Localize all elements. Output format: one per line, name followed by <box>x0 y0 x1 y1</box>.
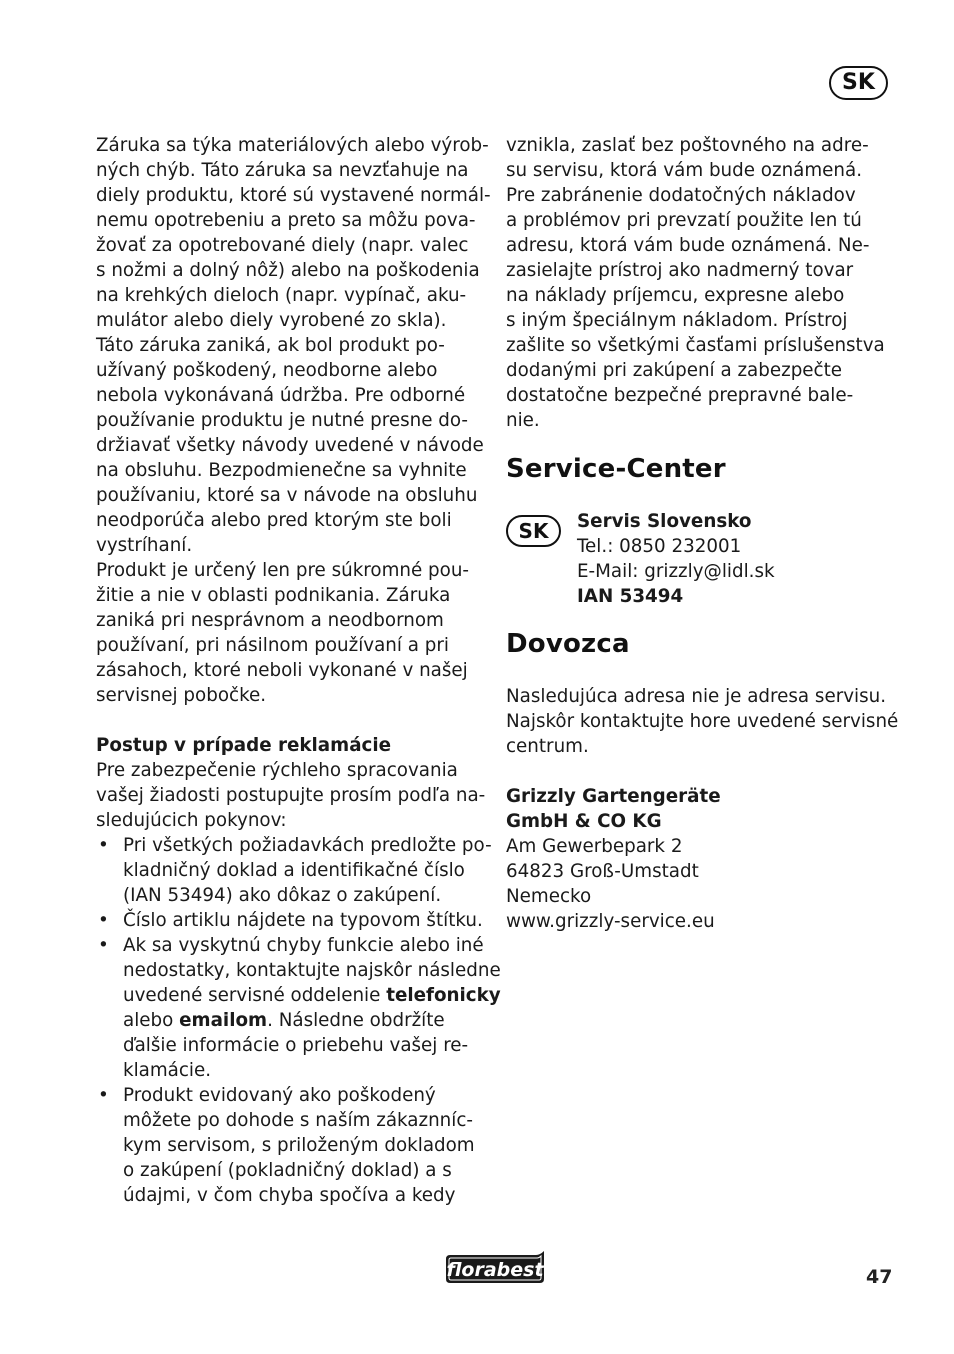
text-line: sledujúcich pokynov: <box>96 810 287 831</box>
text-line: diely produktu, ktoré sú vystavené normál- <box>96 185 491 206</box>
list-item <box>96 908 486 933</box>
claim-intro-paragraph <box>96 758 486 833</box>
text-line: vystríhaní. <box>96 535 193 556</box>
text-line: mulátor alebo diely vyrobené zo skla). <box>96 310 447 331</box>
service-country-badge: SK <box>506 515 561 547</box>
text-line: nemu opotrebeniu a preto sa môžu pova- <box>96 210 476 231</box>
text-line: zásahoch, ktoré neboli vykonané v našej <box>96 660 468 681</box>
bullet-icon: • <box>98 935 109 956</box>
text-line: Produkt je určený len pre súkromné pou- <box>96 560 470 581</box>
text-line: s iným špeciálnym nákladom. Prístroj <box>506 310 848 331</box>
text-line: na obsluhu. Bezpodmienečne sa vyhnite <box>96 460 467 481</box>
text-line: Záruka sa týka materiálových alebo výrob- <box>96 135 489 156</box>
claim-procedure-heading: Postup v prípade reklamácie <box>96 735 392 756</box>
text-line: zašlite so všetkými časťami príslušenstva <box>506 335 885 356</box>
text-line: a problémov pri prevzatí použite len tú <box>506 210 862 231</box>
service-contact-block <box>577 509 775 609</box>
text-line: zasielajte prístroj ako nadmerný tovar <box>506 260 854 281</box>
text-line: užívaný poškodený, neodborne alebo <box>96 360 438 381</box>
text-line: vznikla, zaslať bez poštovného na adre- <box>506 135 869 156</box>
text-line: dostatočne bezpečné prepravné bale- <box>506 385 854 406</box>
service-phone: Tel.: 0850 232001 <box>577 536 742 557</box>
text-line: na krehkých dieloch (napr. vypínač, aku- <box>96 285 467 306</box>
text-line: ných chýb. Táto záruka sa nevzťahuje na <box>96 160 469 181</box>
bullet-icon: • <box>98 1085 109 1106</box>
text-line: kladničný doklad a identifikačné číslo <box>123 860 465 881</box>
language-badge: SK <box>829 66 888 100</box>
website-link: www.grizzly-service.eu <box>506 911 715 932</box>
text-line: Nasledujúca adresa nie je adresa servisu. <box>506 686 887 707</box>
company-name: Grizzly Gartengeräte <box>506 786 721 807</box>
text-line: neodporúča alebo pred ktorým ste boli <box>96 510 452 531</box>
text-line <box>123 1008 486 1033</box>
warranty-void-paragraph <box>96 333 486 558</box>
page-number: 47 <box>866 1266 893 1288</box>
text-line: kym servisom, s priloženým dokladom <box>123 1135 475 1156</box>
text-fragment: uvedené servisné oddelenie <box>123 985 387 1006</box>
text-line: adresu, ktorá vám bude oznámená. Ne- <box>506 235 870 256</box>
text-fragment: . Následne obdržíte <box>267 1010 445 1031</box>
text-line: servisnej pobočke. <box>96 685 267 706</box>
florabest-logo <box>440 1249 550 1287</box>
text-line: Číslo artiklu nájdete na typovom štítku. <box>123 910 483 931</box>
address-street: Am Gewerbepark 2 <box>506 836 683 857</box>
text-line: Pre zabránenie dodatočných nákladov <box>506 185 856 206</box>
text-line: Ak sa vyskytnú chyby funkcie alebo iné <box>123 935 484 956</box>
text-line: žovať za opotrebované diely (napr. valec <box>96 235 469 256</box>
private-use-paragraph <box>96 558 486 708</box>
text-line: nie. <box>506 410 540 431</box>
text-line: Pri všetkých požiadavkách predložte po- <box>123 835 492 856</box>
text-line: používaniu, ktoré sa v návode na obsluhu <box>96 485 478 506</box>
right-column <box>506 133 896 433</box>
text-line: nebola vykonávaná údržba. Pre odborné <box>96 385 466 406</box>
text-line: Produkt evidovaný ako poškodený <box>123 1085 436 1106</box>
text-line: Najskôr kontaktujte hore uvedené servisné <box>506 711 899 732</box>
text-line: používaní, pri násilnom používaní a pri <box>96 635 449 656</box>
text-line: Táto záruka zaniká, ak bol produkt po- <box>96 335 445 356</box>
text-line: zaniká pri nesprávnom a neodbornom <box>96 610 444 631</box>
bullet-icon: • <box>98 835 109 856</box>
importer-heading: Dovozca <box>506 629 630 659</box>
company-legal-form: GmbH & CO KG <box>506 811 662 832</box>
claim-steps-list <box>96 833 501 1208</box>
text-fragment: alebo <box>123 1010 180 1031</box>
text-line: vašej žiadosti postupujte prosím podľa na- <box>96 785 486 806</box>
phone-emphasis: telefonicky <box>386 985 501 1006</box>
text-line: ďalšie informácie o priebehu vašej re- <box>123 1035 469 1056</box>
shipping-paragraph <box>506 133 896 433</box>
text-line: dodanými pri zakúpení a zabezpečte <box>506 360 843 381</box>
list-item <box>96 1083 486 1208</box>
list-item <box>96 933 501 1083</box>
text-line: klamácie. <box>123 1060 212 1081</box>
list-item <box>96 833 492 908</box>
warranty-scope-paragraph <box>96 133 491 333</box>
text-line: používanie produktu je nutné presne do- <box>96 410 469 431</box>
text-line: centrum. <box>506 736 589 757</box>
text-line: údajmi, v čom chyba spočíva a kedy <box>123 1185 456 1206</box>
logo-text: florabest <box>446 1259 544 1281</box>
text-line: Pre zabezpečenie rýchleho spracovania <box>96 760 458 781</box>
service-email: E-Mail: grizzly@lidl.sk <box>577 561 775 582</box>
text-line: môžete po dohode s naším zákaznníc- <box>123 1110 473 1131</box>
text-line: su servisu, ktorá vám bude oznámená. <box>506 160 863 181</box>
service-ian: IAN 53494 <box>577 586 684 607</box>
importer-block <box>506 684 898 934</box>
address-country: Nemecko <box>506 886 592 907</box>
left-column <box>96 133 501 1208</box>
text-line: držiavať všetky návody uvedené v návode <box>96 435 484 456</box>
bullet-icon: • <box>98 910 109 931</box>
text-line: nedostatky, kontaktujte najskôr následne <box>123 960 501 981</box>
text-line: žitie a nie v oblasti podnikania. Záruka <box>96 585 451 606</box>
service-name: Servis Slovensko <box>577 511 752 532</box>
service-center-heading: Service-Center <box>506 454 726 484</box>
text-line <box>123 983 501 1008</box>
text-line: na náklady príjemcu, expresne alebo <box>506 285 845 306</box>
text-line: (IAN 53494) ako dôkaz o zakúpení. <box>123 885 442 906</box>
address-city: 64823 Groß-Umstadt <box>506 861 699 882</box>
email-emphasis: emailom <box>179 1010 268 1031</box>
text-line: o zakúpení (pokladničný doklad) a s <box>123 1160 452 1181</box>
text-line: s nožmi a dolný nôž) alebo na poškodenia <box>96 260 480 281</box>
